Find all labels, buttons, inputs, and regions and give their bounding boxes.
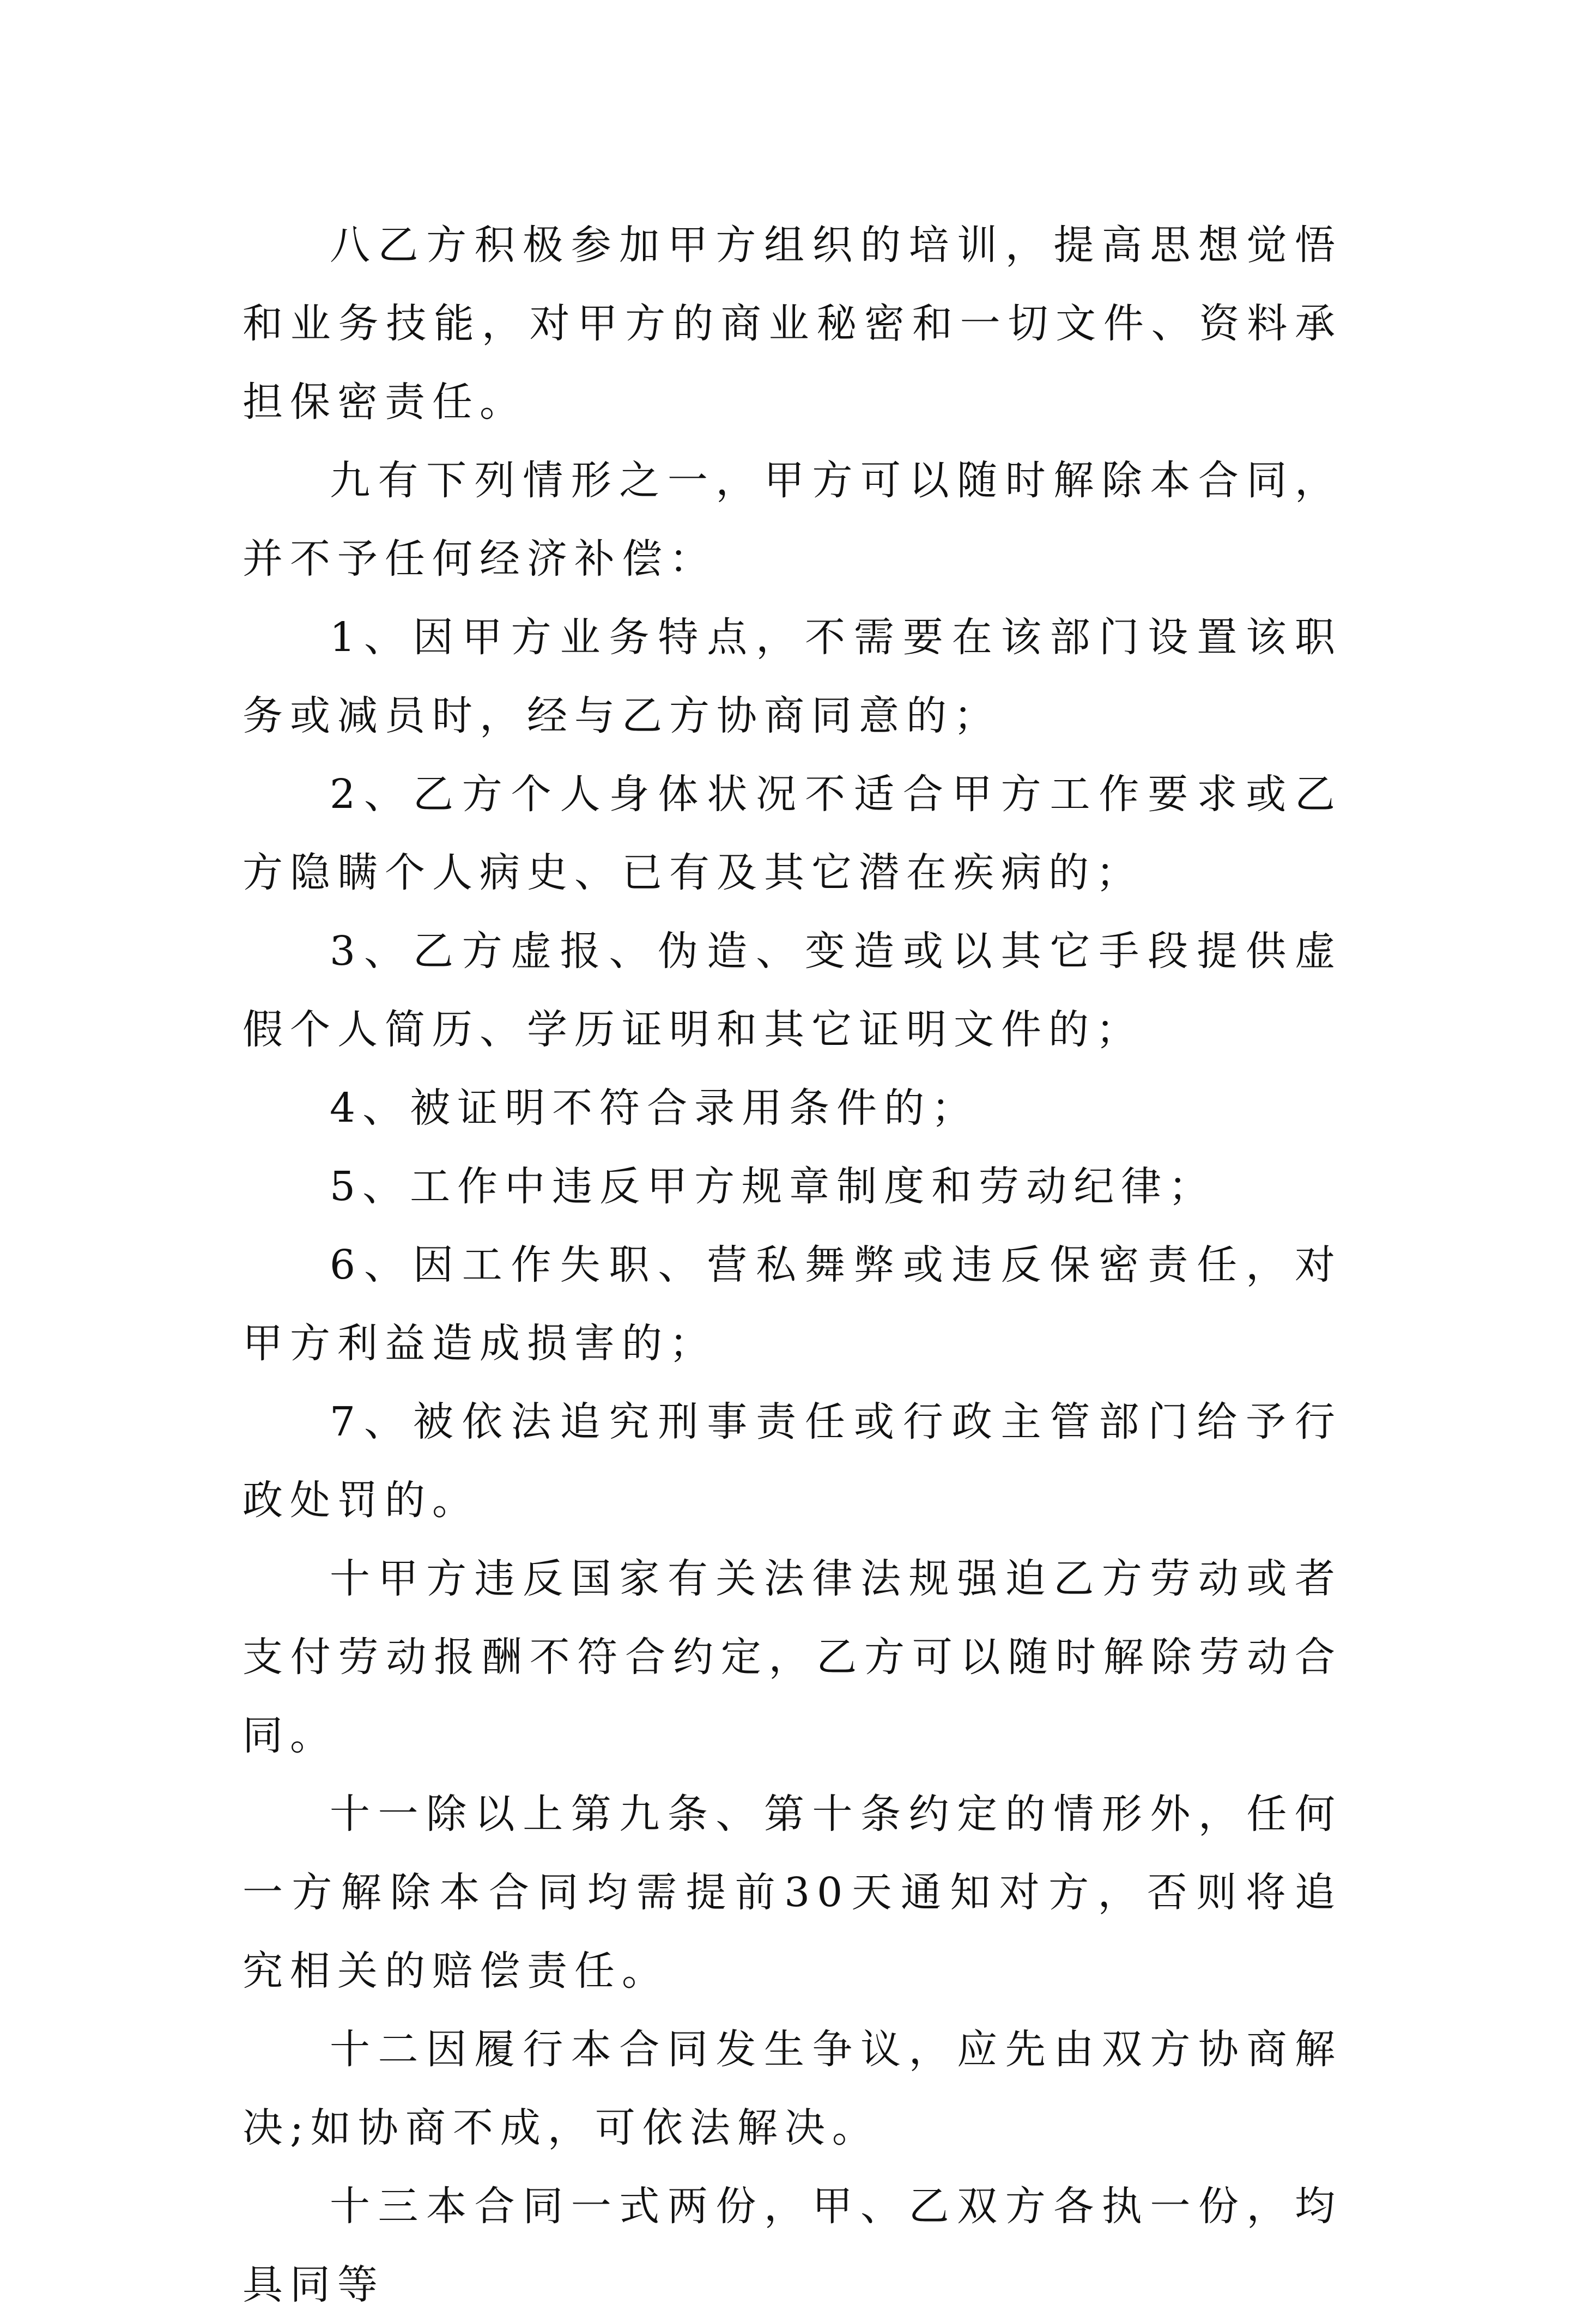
clause-9-item-4: 4、被证明不符合录用条件的； <box>330 1085 979 1131</box>
clause-9-paragraph: 九有下列情形之一，甲方可以随时解除本合同，并不予任何经济补偿： <box>242 457 1342 582</box>
clause-13-paragraph: 十三本合同一式两份，甲、乙双方各执一份，均具同等 <box>242 2183 1342 2308</box>
clause-12-paragraph: 十二因履行本合同发生争议，应先由双方协商解决;如协商不成，可依法解决。 <box>242 2026 1342 2151</box>
clause-11-paragraph: 十一除以上第九条、第十条约定的情形外，任何一方解除本合同均需提前30天通知对方，否则将追究相关的赔偿责任。 <box>242 1791 1342 1994</box>
clause-9-item-3: 3、乙方虚报、伪造、变造或以其它手段提供虚假个人简历、学历证明和其它证明文件的； <box>242 928 1342 1053</box>
clause-9-item-5: 5、工作中违反甲方规章制度和劳动纪律； <box>330 1163 1216 1210</box>
clause-9-item-1: 1、因甲方业务特点，不需要在该部门设置该职务或减员时，经与乙方协商同意的； <box>242 614 1342 739</box>
clause-9-item-6: 6、因工作失职、营私舞弊或违反保密责任，对甲方利益造成损害的； <box>242 1242 1342 1367</box>
clause-8-paragraph: 八乙方积极参加甲方组织的培训，提高思想觉悟和业务技能，对甲方的商业秘密和一切文件、资料承担保密责任。 <box>242 222 1342 425</box>
clause-9-item-7: 7、被依法追究刑事责任或行政主管部门给予行政处罚的。 <box>242 1398 1342 1524</box>
document-body <box>242 206 1342 2324</box>
clause-9-item-2: 2、乙方个人身体状况不适合甲方工作要求或乙方隐瞒个人病史、已有及其它潜在疾病的； <box>242 771 1342 896</box>
clause-10-paragraph: 十甲方违反国家有关法律法规强迫乙方劳动或者支付劳动报酬不符合约定，乙方可以随时解除劳动合同。 <box>242 1555 1342 1759</box>
